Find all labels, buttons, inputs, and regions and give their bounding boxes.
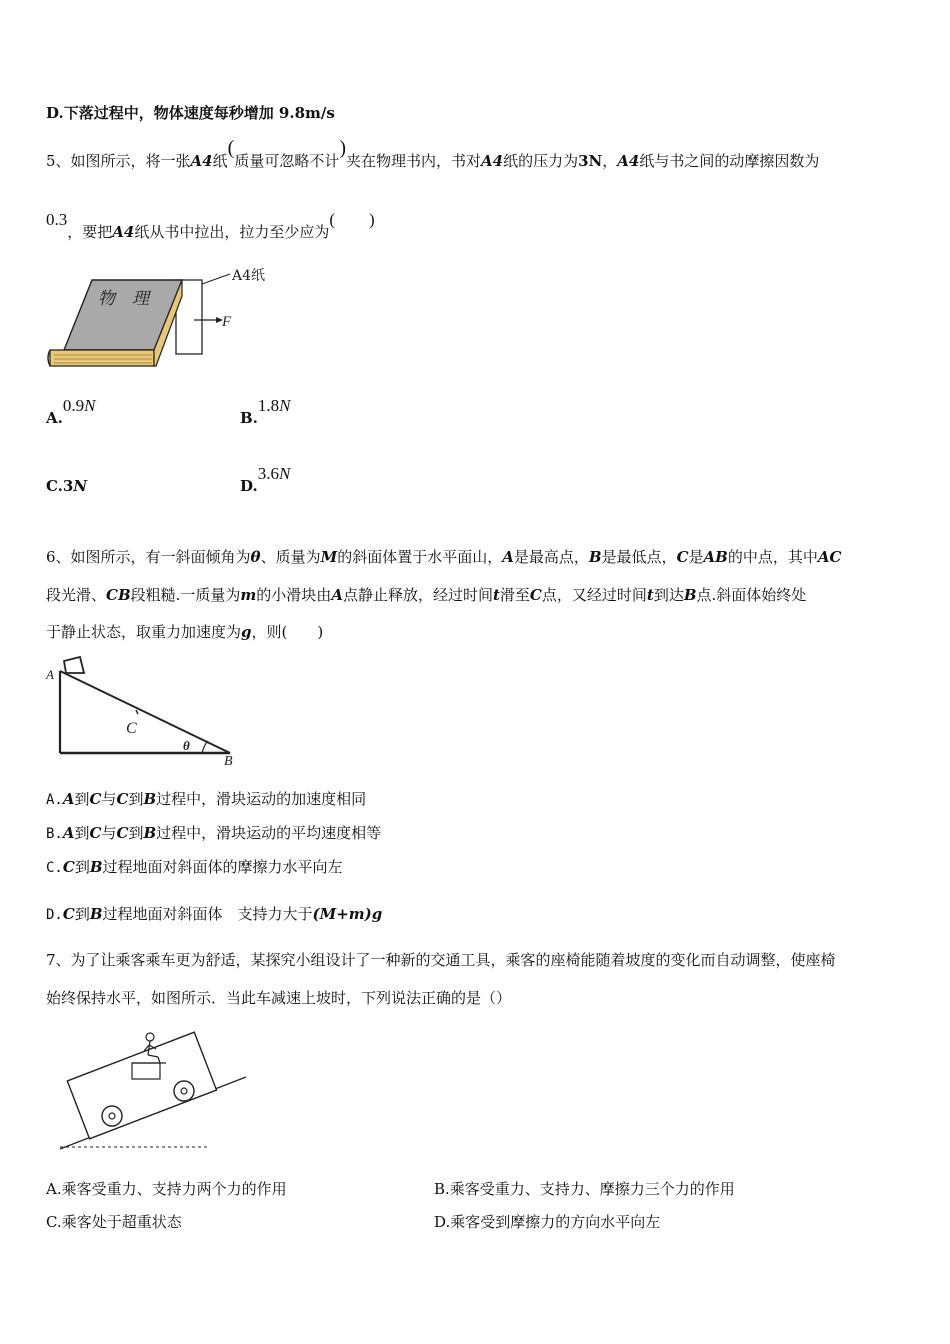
q5-force: 3N xyxy=(578,152,603,170)
q5-option-b xyxy=(240,396,291,428)
q7-stem-line2: 始终保持水平，如图所示．当此车减速上坡时，下列说法正确的是（） xyxy=(46,989,512,1007)
text-segment: C xyxy=(116,824,129,842)
text-segment: C xyxy=(62,858,75,876)
q5-text: 夹在物理书内，书对 xyxy=(346,152,482,170)
point-b-label: B xyxy=(224,754,233,769)
text-segment: 是最高点， xyxy=(513,548,589,566)
seat xyxy=(132,1063,160,1079)
text-segment: 段光滑、 xyxy=(46,586,107,604)
text-segment: 、质量为 xyxy=(260,548,321,566)
text-segment: 滑至 xyxy=(499,586,530,604)
text-segment: ，则( ) xyxy=(251,623,324,641)
text-segment: g xyxy=(241,623,252,641)
q5-text: 纸的压力为 xyxy=(503,152,579,170)
text-segment: 于静止状态，取重力加速度为 xyxy=(46,623,242,641)
option-unit: N xyxy=(84,396,96,415)
q5-text: ， xyxy=(602,152,618,170)
q6-option-d xyxy=(46,904,382,925)
text-segment: 点静止释放，经过时间 xyxy=(342,586,493,604)
q5-text: 纸与书之间的动摩擦因数为 xyxy=(639,152,820,170)
text-segment: (M+m)g xyxy=(312,905,383,923)
q7-option-d: D.乘客受到摩擦力的方向水平向左 xyxy=(434,1213,661,1231)
q7-option-a: A.乘客受重力、支持力两个力的作用 xyxy=(46,1180,287,1198)
text-segment: 是 xyxy=(688,548,704,566)
text-segment: 到 xyxy=(74,905,90,923)
slider-block xyxy=(64,657,84,673)
q7-option-b: B.乘客受重力、支持力、摩擦力三个力的作用 xyxy=(434,1180,735,1198)
point-a-label: A xyxy=(46,667,54,682)
text-segment: A xyxy=(62,790,75,808)
vehicle-body xyxy=(67,1032,216,1139)
option-value: 3.6 xyxy=(257,464,279,483)
text-segment: B xyxy=(89,905,103,923)
text-segment: 的斜面体置于水平面山， xyxy=(337,548,503,566)
text-segment: m xyxy=(240,586,257,604)
text-segment: 与 xyxy=(101,790,117,808)
q5-stem-line1 xyxy=(46,137,820,171)
text-segment: C xyxy=(89,790,102,808)
a4-paper-label: A4纸 xyxy=(232,268,266,284)
q5-a4: A4 xyxy=(112,223,135,241)
text-segment: 点.斜面体始终处 xyxy=(696,586,807,604)
text-segment: 过程地面对斜面体的摩擦力水平向左 xyxy=(102,858,343,876)
q6-option-a xyxy=(46,789,366,810)
text-segment: 过程地面对斜面体 支持力大于 xyxy=(102,905,313,923)
force-label: F xyxy=(222,314,232,330)
text-segment: 过程中，滑块运动的加速度相同 xyxy=(156,790,367,808)
q6-option-b xyxy=(46,823,381,844)
text-segment: B xyxy=(143,824,157,842)
q5-option-a xyxy=(46,396,96,428)
q5-a4: A4 xyxy=(190,152,213,170)
q7-option-c: C.乘客处于超重状态 xyxy=(46,1213,182,1231)
text-segment: M xyxy=(320,548,338,566)
text-segment: B. xyxy=(46,826,63,842)
passenger xyxy=(146,1033,154,1041)
text-segment: C xyxy=(676,548,689,566)
text-segment: AC xyxy=(817,548,842,566)
q7-vehicle-figure xyxy=(56,1025,256,1150)
q5-option-d xyxy=(240,464,291,495)
text-segment: 的小滑块由 xyxy=(256,586,332,604)
q6-stem-line2 xyxy=(46,585,806,605)
q5-text: 质量可忽略不计 xyxy=(234,152,340,170)
q6-stem-line3 xyxy=(46,622,323,642)
q4-option-d: D.下落过程中，物体速度每秒增加 9.8m/s xyxy=(46,104,335,122)
option-label: A. xyxy=(46,409,63,427)
option-value: 0.9 xyxy=(62,396,85,415)
text-segment: 段粗糙.一质量为 xyxy=(130,586,241,604)
text-segment: 过程中，滑块运动的平均速度相等 xyxy=(156,824,382,842)
q5-a4: A4 xyxy=(481,152,504,170)
text-segment: 6、如图所示，有一斜面倾角为 xyxy=(46,548,251,566)
option-label: B. xyxy=(240,409,258,427)
text-segment: C xyxy=(529,586,542,604)
book-title: 物 理 xyxy=(98,289,149,309)
q6-incline-figure xyxy=(44,655,244,770)
text-segment: 到 xyxy=(128,790,144,808)
text-segment: CB xyxy=(106,586,131,604)
text-segment: 点，又经过时间 xyxy=(541,586,647,604)
text-segment: A xyxy=(331,586,343,604)
q5-mu-value: 0.3 xyxy=(46,210,68,229)
text-segment: B xyxy=(588,548,602,566)
incline-slope xyxy=(60,671,230,753)
option-label: C.3 xyxy=(46,477,74,495)
option-value: 1.8 xyxy=(257,396,280,415)
option-unit: N xyxy=(73,477,88,495)
q5-option-c xyxy=(46,476,87,496)
q5-text: 纸从书中拉出，拉力至少应为 xyxy=(134,223,330,241)
q5-text: ，要把 xyxy=(67,223,113,241)
text-segment: C. xyxy=(46,860,63,876)
text-segment: D. xyxy=(46,907,63,923)
text-segment: 与 xyxy=(101,824,117,842)
q6-option-c xyxy=(46,857,343,878)
q5-book-figure xyxy=(44,262,284,372)
q5-answer-blank: ( ) xyxy=(329,210,375,229)
q5-paren-open: ( xyxy=(227,137,235,159)
text-segment: B xyxy=(89,858,103,876)
q5-stem-line2 xyxy=(46,210,375,242)
q5-text: 5、如图所示，将一张 xyxy=(46,152,191,170)
option-unit: N xyxy=(279,396,291,415)
q5-paren-close: ) xyxy=(339,137,346,159)
angle-theta-label: θ xyxy=(183,738,190,753)
q6-stem-line1 xyxy=(46,547,841,567)
text-segment: t xyxy=(646,586,654,604)
option-label: D. xyxy=(240,477,258,495)
text-segment: C xyxy=(62,905,75,923)
text-segment: 到 xyxy=(128,824,144,842)
text-segment: B xyxy=(683,586,697,604)
text-segment: A xyxy=(502,548,514,566)
text-segment: AB xyxy=(703,548,728,566)
text-segment: 到 xyxy=(74,790,90,808)
text-segment: B xyxy=(143,790,157,808)
text-segment: 到达 xyxy=(653,586,684,604)
book-pages xyxy=(50,350,154,366)
text-segment: 的中点，其中 xyxy=(727,548,818,566)
point-c-label: C xyxy=(126,720,137,737)
text-segment: C xyxy=(116,790,129,808)
q5-a4: A4 xyxy=(617,152,640,170)
text-segment: t xyxy=(492,586,500,604)
text-segment: 到 xyxy=(74,858,90,876)
text-segment: θ xyxy=(250,548,261,566)
option-unit: N xyxy=(278,464,291,483)
q7-stem-line1: 7、为了让乘客乘车更为舒适，某探究小组设计了一种新的交通工具，乘客的座椅能随着坡度的变化而自动调整，使座椅 xyxy=(46,951,836,969)
text-segment: 到 xyxy=(74,824,90,842)
text-segment: C xyxy=(89,824,102,842)
q5-text: 纸 xyxy=(212,152,228,170)
text-segment: 是最低点， xyxy=(601,548,677,566)
text-segment: A xyxy=(62,824,75,842)
text-segment: A. xyxy=(46,792,63,808)
